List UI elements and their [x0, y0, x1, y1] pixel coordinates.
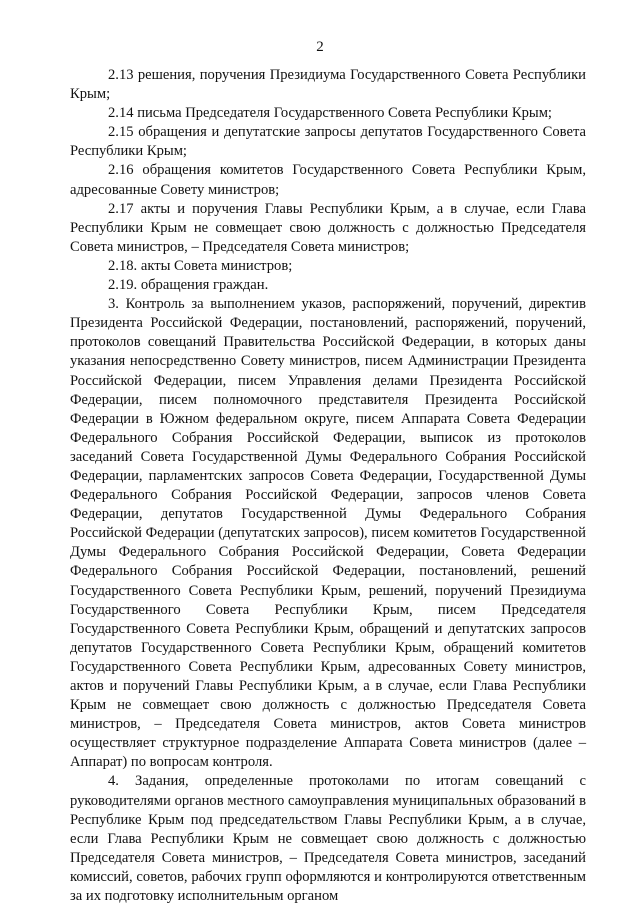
paragraph-2-17: 2.17 акты и поручения Главы Республики Крым, а в случае, если Глава Республики Крым не совмещает свою должность с должностью Председателя Совета министров, – Председателя Совета министров; [70, 200, 586, 255]
paragraph-4: 4. Задания, определенные протоколами по итогам совещаний с руководителями органов местного самоуправления муниципальных образований в Республике Крым под председательством Главы Республики Крым, а в случае, если Глава Республики Крым не совмещает свою должность с должностью Председателя Совета министров, – Председателя Совета министров, заседаний комиссий, советов, рабочих групп оформляются и контролируются ответственным за их подготовку исполнительным органом [70, 773, 586, 905]
paragraph-2-13: 2.13 решения, поручения Президиума Государственного Совета Республики Крым; [70, 67, 586, 103]
paragraph-2-18: 2.18. акты Совета министров; [108, 257, 293, 274]
page-number: 2 [316, 39, 324, 55]
paragraph-2-19: 2.19. обращения граждан. [108, 277, 269, 294]
paragraph-3: 3. Контроль за выполнением указов, распоряжений, поручений, директив Президента Российской Федерации, постановлений, распоряжений, поручений, протоколов совещаний Правительства Российской Федерации, в которых даны указания непосредственно Совету министров, писем Администрации Президента Российской Федерации, писем Управления делами Президента Российской Федерации, писем полномочного представителя Президента Российской Федерации в Южном федеральном округе, писем Аппарата Совета Федерации Федерального Собрания Российской Федерации, выписок из протоколов заседаний Совета Государственной Думы Федерального Собрания Российской Федерации, парламентских запросов Совета Федерации, Государственной Думы Федерального Собрания Российской Федерации, запросов членов Совета Федерации, депутатов Государственной Думы Федерального Собрания Российской Федерации (депутатских запросов), писем комитетов Государственной Думы Федерального Собрания Российской Федерации, Совета Федерации Федерального Собрания Российской Федерации, постановлений, решений Государственного Совета Республики Крым, решений, поручений Президиума Государственного Совета Республики Крым, писем Председателя Государственного Совета Республики Крым, обращений и депутатских запросов депутатов Государственного Совета Республики Крым, обращений комитетов Государственного Совета Республики Крым, адресованных Совету министров, актов и поручений Главы Республики Крым, а в случае, если Глава Республики Крым не совмещает свою должность с должностью Председателя Совета министров, – Председателя Совета министров, актов Совета министров осуществляет структурное подразделение Аппарата Совета министров (далее – Аппарат) по вопросам контроля. [70, 296, 586, 771]
paragraph-2-15: 2.15 обращения и депутатские запросы депутатов Государственного Совета Республики Крым; [70, 124, 586, 160]
paragraph-2-14: 2.14 письма Председателя Государственного Совета Республики Крым; [108, 105, 552, 122]
document-body [70, 66, 586, 906]
paragraph-2-16: 2.16 обращения комитетов Государственного Совета Республики Крым, адресованные Совету министров; [70, 162, 586, 198]
